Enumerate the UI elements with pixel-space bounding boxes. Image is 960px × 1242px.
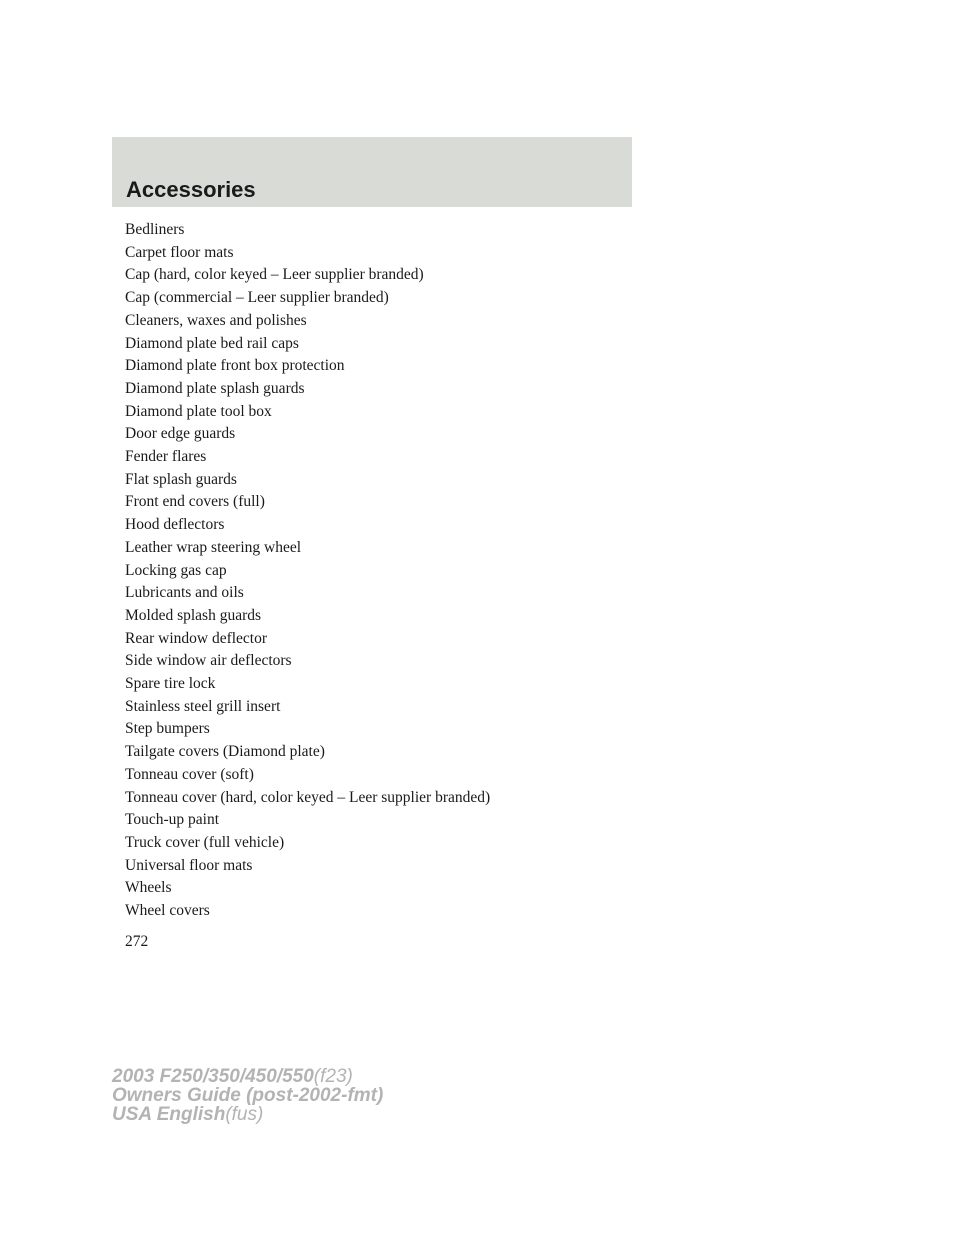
list-item: Tonneau cover (soft) xyxy=(125,765,254,783)
footer-guide: Owners Guide (post-2002-fmt) xyxy=(112,1085,384,1106)
document-footer xyxy=(112,1067,383,1124)
list-item: Wheels xyxy=(125,879,172,897)
list-item: Side window air deflectors xyxy=(125,652,292,670)
list-item: Wheel covers xyxy=(125,902,210,920)
list-item: Locking gas cap xyxy=(125,561,227,579)
section-header-band xyxy=(112,137,632,207)
section-title: Accessories xyxy=(126,177,256,202)
list-item: Cleaners, waxes and polishes xyxy=(125,311,307,329)
footer-model-code: (f23) xyxy=(313,1066,353,1087)
list-item: Leather wrap steering wheel xyxy=(125,538,302,556)
list-item: Cap (hard, color keyed – Leer supplier branded) xyxy=(125,266,424,284)
list-item: Universal floor mats xyxy=(125,856,253,874)
list-item: Touch-up paint xyxy=(125,811,220,829)
footer-language-code: (fus) xyxy=(225,1104,264,1125)
list-item: Molded splash guards xyxy=(125,606,262,624)
list-item: Tonneau cover (hard, color keyed – Leer supplier branded) xyxy=(125,788,491,806)
list-item: Diamond plate bed rail caps xyxy=(125,334,299,352)
list-item: Truck cover (full vehicle) xyxy=(125,833,285,851)
footer-line-language xyxy=(112,1105,383,1124)
list-item: Hood deflectors xyxy=(125,516,225,534)
list-item: Diamond plate front box protection xyxy=(125,357,345,375)
footer-language: USA English xyxy=(112,1104,226,1125)
list-item: Rear window deflector xyxy=(125,629,268,647)
list-item: Flat splash guards xyxy=(125,470,237,488)
accessory-list xyxy=(125,219,490,923)
list-item: Bedliners xyxy=(125,221,185,238)
list-item: Spare tire lock xyxy=(125,675,216,693)
list-item: Step bumpers xyxy=(125,720,210,738)
list-item: Tailgate covers (Diamond plate) xyxy=(125,743,325,761)
list-item: Lubricants and oils xyxy=(125,584,244,602)
list-item: Diamond plate splash guards xyxy=(125,379,305,397)
footer-line-model xyxy=(112,1067,383,1086)
list-item: Stainless steel grill insert xyxy=(125,697,281,715)
page-number: 272 xyxy=(125,933,149,950)
footer-model: 2003 F250/350/450/550 xyxy=(112,1066,314,1087)
list-item: Door edge guards xyxy=(125,425,236,443)
list-item: Carpet floor mats xyxy=(125,243,234,261)
list-item: Diamond plate tool box xyxy=(125,402,272,420)
list-item: Cap (commercial – Leer supplier branded) xyxy=(125,289,389,307)
list-item: Fender flares xyxy=(125,448,207,466)
list-item: Front end covers (full) xyxy=(125,493,265,511)
footer-line-guide xyxy=(112,1086,383,1105)
